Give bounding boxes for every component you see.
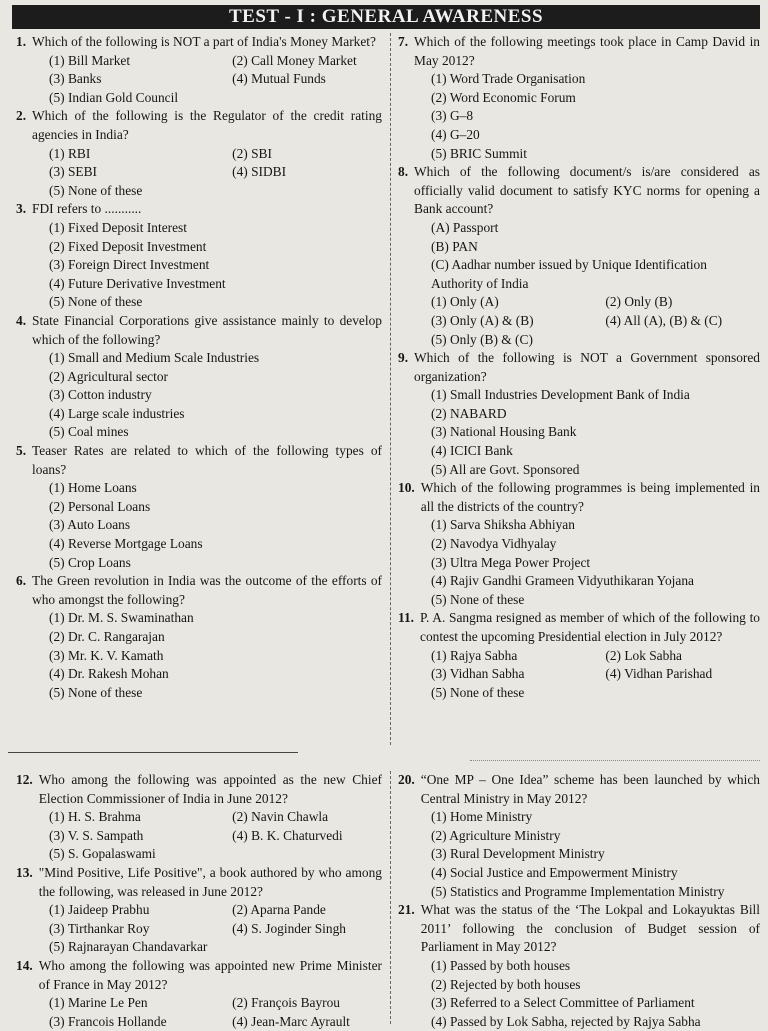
question-body: Which of the following is NOT a part of India's Money Market? [32,34,376,49]
answer-option[interactable]: (1) Dr. M. S. Swaminathan [49,610,194,626]
question-body: Which of the following is NOT a Government sponsored organization? [414,350,760,384]
answer-option[interactable]: (3) Ultra Mega Power Project [431,554,591,570]
answer-option[interactable]: (5) All are Govt. Sponsored [431,461,580,477]
question-item [16,572,382,702]
options-list [16,52,382,108]
question-text [398,349,760,386]
question-body: P. A. Sangma resigned as member of which of the following to contest the upcoming Presidential election in July 2012? [420,610,760,644]
question-number: 21. [398,902,415,918]
answer-option[interactable]: (4) Rajiv Gandhi Grameen Vidyuthikaran Yojana [431,573,694,589]
question-text [16,442,382,479]
options-list [16,994,382,1031]
answer-option[interactable]: (2) Agricultural sector [49,368,168,384]
answer-option[interactable]: (5) None of these [49,182,143,198]
answer-option[interactable]: (2) Dr. C. Rangarajan [49,629,165,644]
answer-option[interactable]: (2) Personal Loans [49,498,151,514]
question-number: 9. [398,350,409,366]
answer-option[interactable]: (4) ICICI Bank [431,443,513,459]
question-number: 14. [16,957,33,973]
question-item [16,312,382,442]
question-body: State Financial Corporations give assistance mainly to develop which of the following? [32,312,382,347]
question-text [16,33,382,52]
options-list [398,808,760,901]
question-item [16,33,382,107]
answer-option[interactable]: (1) Sarva Shiksha Abhiyan [431,517,575,533]
options-list [398,516,760,609]
answer-option[interactable]: (4) Future Derivative Investment [49,275,226,291]
question-body: "Mind Positive, Life Positive", a book authored by who among the following, was released in June 2012? [38,864,382,899]
question-body: Which of the following is the Regulator of the credit rating agencies in India? [32,108,382,142]
answer-option[interactable]: (1) Marine Le Pen [49,995,148,1011]
answer-option[interactable]: (4) B. K. Chaturvedi [232,827,343,843]
column-top-left [16,33,382,702]
question-text [398,771,760,808]
question-text [398,479,760,516]
column-bottom-right [398,771,760,1031]
answer-option[interactable]: (4) S. Joginder Singh [232,920,346,936]
options-list [398,293,760,349]
answer-option[interactable]: (3) Auto Loans [49,517,131,533]
question-item [16,200,382,312]
answer-option[interactable]: (3) Only (A) & (B) [431,312,534,328]
answer-option[interactable]: (2) NABARD [431,405,507,421]
question-number: 5. [16,443,27,459]
options-list [398,386,760,479]
question-item [16,771,382,864]
question-item [398,163,760,349]
answer-option[interactable]: (4) Social Justice and Empowerment Ministry [431,864,678,880]
question-number: 10. [398,480,415,496]
answer-option[interactable]: (2) Call Money Market [232,52,357,68]
answer-option[interactable]: (3) Referred to a Select Committee of Parliament [431,995,695,1011]
question-body: FDI refers to ........... [32,201,142,217]
question-item [16,442,382,572]
answer-option[interactable]: (4) All (A), (B) & (C) [605,312,723,328]
answer-option[interactable]: (5) Statistics and Programme Implementation Ministry [431,883,725,899]
answer-option[interactable]: (B) PAN [431,238,478,254]
question-number: 12. [16,772,33,787]
answer-option[interactable]: (3) V. S. Sampath [49,827,144,843]
answer-option[interactable]: (5) S. Gopalaswami [49,846,156,862]
answer-option[interactable]: (5) Crop Loans [49,554,131,570]
question-number: 8. [398,164,409,180]
question-body: Who among the following was appointed as the new Chief Election Commissioner of India in June 2012? [38,772,382,806]
answer-option[interactable]: (1) Home Ministry [431,809,533,825]
answer-option[interactable]: (5) None of these [431,591,525,607]
answer-option[interactable]: (5) Rajnarayan Chandavarkar [49,939,208,955]
answer-option[interactable]: (5) Coal mines [49,424,129,440]
answer-option[interactable]: (2) SBI [232,145,272,161]
options-list [16,219,382,312]
question-text [398,33,760,70]
answer-option[interactable]: (3) Rural Development Ministry [431,846,605,862]
column-divider-top [390,33,391,745]
answer-option[interactable]: (4) Jean-Marc Ayrault [232,1013,350,1029]
answer-option[interactable]: (1) Word Trade Organisation [431,71,586,87]
answer-option[interactable]: (3) Foreign Direct Investment [49,257,210,273]
answer-option[interactable]: (2) Agriculture Ministry [431,827,561,843]
answer-option[interactable]: (5) None of these [49,294,143,310]
answer-option[interactable]: (5) None of these [49,684,143,700]
answer-option[interactable]: (2) François Bayrou [232,995,340,1011]
question-item [398,901,760,1031]
question-text [16,312,382,349]
answer-option[interactable]: (3) Cotton industry [49,387,152,403]
question-number: 3. [16,201,27,217]
question-body: Which of the following meetings took place in Camp David in May 2012? [414,34,760,68]
question-text [16,864,382,901]
answer-option[interactable]: (5) Only (B) & (C) [431,331,533,347]
question-item [16,864,382,957]
answer-option[interactable]: (1) Jaideep Prabhu [49,902,150,918]
answer-option[interactable]: (4) G–20 [431,126,480,142]
options-list [398,647,760,703]
question-item [16,107,382,200]
answer-option[interactable]: (2) Navodya Vidhyalay [431,536,557,552]
question-text [398,901,760,957]
answer-option[interactable]: (1) Bill Market [49,52,131,68]
answer-option[interactable]: (2) Aparna Pande [232,902,326,918]
answer-option[interactable]: (4) Large scale industries [49,405,185,421]
answer-option[interactable]: (3) Tirthankar Roy [49,920,150,936]
answer-option[interactable]: (1) Passed by both houses [431,957,571,973]
question-number: 7. [398,34,409,49]
question-text [16,957,382,994]
question-body: Which of the following document/s is/are considered as officially valid document to satisfy KYC norms for opening a Bank account? [414,164,760,217]
answer-option[interactable]: (1) Rajya Sabha [431,647,518,663]
answer-option[interactable]: (2) Word Economic Forum [431,89,576,105]
question-body: Which of the following programmes is being implemented in all the districts of the country? [420,480,760,514]
answer-option[interactable]: (4) Reverse Mortgage Loans [49,536,203,552]
options-list [16,808,382,864]
options-list [398,70,760,163]
options-list [16,145,382,201]
answer-option[interactable]: (4) Mutual Funds [232,71,326,87]
question-item [16,957,382,1031]
answer-option[interactable]: (1) Only (A) [431,294,499,310]
question-text [16,771,382,808]
question-text [398,163,760,219]
question-text [398,609,760,646]
section-divider-right [470,760,760,761]
question-number: 6. [16,573,27,589]
options-list [16,901,382,957]
answer-option[interactable]: (2) Navin Chawla [232,809,329,825]
question-body: Who among the following was appointed new Prime Minister of France in May 2012? [38,957,382,992]
answer-option[interactable]: (3) National Housing Bank [431,424,577,440]
options-list [16,349,382,442]
answer-option[interactable]: (C) Aadhar number issued by Unique Identification Authority of India [431,257,707,291]
question-number: 4. [16,312,27,328]
question-number: 1. [16,34,27,49]
question-text [16,572,382,609]
question-item [398,33,760,163]
answer-option[interactable]: (5) BRIC Summit [431,145,527,161]
question-number: 13. [16,864,33,880]
question-body: The Green revolution in India was the outcome of the efforts of who amongst the following? [32,573,382,607]
question-item [398,349,760,479]
answer-option[interactable]: (4) Passed by Lok Sabha, rejected by Rajya Sabha [431,1013,701,1029]
section-divider [8,752,298,753]
answer-option[interactable]: (3) Vidhan Sabha [431,666,525,682]
page-title: TEST - I : GENERAL AWARENESS [12,5,760,29]
answer-option[interactable]: (5) Indian Gold Council [49,89,179,105]
answer-option[interactable]: (4) Dr. Rakesh Mohan [49,666,169,682]
answer-option[interactable]: (1) Small and Medium Scale Industries [49,350,260,366]
question-body: Teaser Rates are related to which of the following types of loans? [32,443,382,477]
column-top-right [398,33,760,702]
answer-option[interactable]: (4) Vidhan Parishad [605,666,713,682]
question-number: 11. [398,610,414,626]
options-list [16,609,382,702]
question-number: 20. [398,772,415,787]
question-body: What was the status of the ‘The Lokpal and Lokayuktas Bill 2011’ following the conclusion of Budget session of Parliament in May 2012? [420,902,760,955]
question-text [16,107,382,144]
answer-option[interactable]: (1) Fixed Deposit Interest [49,219,187,235]
answer-option[interactable]: (1) Home Loans [49,480,137,496]
answer-option[interactable]: (4) SIDBI [232,164,287,180]
answer-option[interactable]: (3) G–8 [431,108,474,124]
answer-option[interactable]: (2) Fixed Deposit Investment [49,238,207,254]
answer-option[interactable]: (A) Passport [431,219,499,235]
answer-option[interactable]: (2) Lok Sabha [605,647,682,663]
options-list [398,957,760,1031]
column-bottom-left [16,771,382,1031]
options-list [16,479,382,572]
options-list [398,219,760,293]
answer-option[interactable]: (3) SEBI [49,164,97,180]
answer-option[interactable]: (2) Only (B) [605,294,673,310]
column-divider-bottom [390,771,391,1024]
answer-option[interactable]: (3) Francois Hollande [49,1013,167,1029]
answer-option[interactable]: (3) Mr. K. V. Kamath [49,647,164,663]
question-item [398,479,760,609]
question-number: 2. [16,108,27,124]
answer-option[interactable]: (1) Small Industries Development Bank of India [431,387,690,403]
question-item [398,609,760,702]
answer-option[interactable]: (2) Rejected by both houses [431,976,581,992]
answer-option[interactable]: (1) H. S. Brahma [49,809,141,825]
answer-option[interactable]: (3) Banks [49,71,102,87]
question-text [16,200,382,219]
answer-option[interactable]: (5) None of these [431,684,525,700]
question-item [398,771,760,901]
question-body: “One MP – One Idea” scheme has been launched by which Central Ministry in May 2012? [420,772,760,806]
answer-option[interactable]: (1) RBI [49,145,91,161]
